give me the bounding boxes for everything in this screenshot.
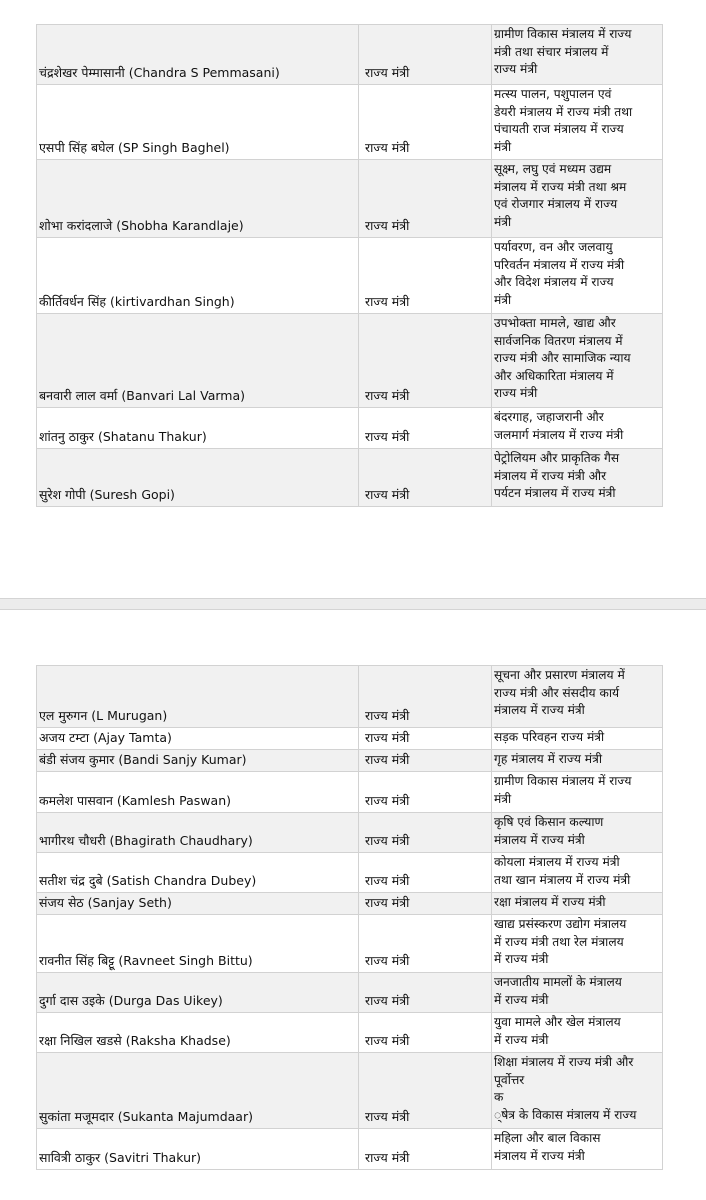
minister-name-cell: एसपी सिंह बघेल (SP Singh Baghel)	[37, 85, 359, 160]
page-separator	[0, 598, 706, 610]
ministry-cell: रक्षा मंत्रालय में राज्य मंत्री	[492, 893, 663, 915]
ministry-cell: महिला और बाल विकास मंत्रालय में राज्य मंत्री	[492, 1129, 663, 1170]
ministry-cell: कृषि एवं किसान कल्याण मंत्रालय में राज्य मंत्री	[492, 813, 663, 853]
rank-cell: राज्य मंत्री	[359, 893, 492, 915]
rank-cell: राज्य मंत्री	[359, 772, 492, 813]
ministry-cell: गृह मंत्रालय में राज्य मंत्री	[492, 750, 663, 772]
minister-name-cell: कीर्तिवर्धन सिंह (kirtivardhan Singh)	[37, 238, 359, 314]
table-row	[37, 1013, 663, 1053]
ministers-table	[36, 24, 663, 507]
ministers-table	[36, 665, 663, 1170]
rank-cell: राज्य मंत्री	[359, 973, 492, 1013]
table-row	[37, 728, 663, 750]
table-row	[37, 853, 663, 893]
minister-name-cell: रक्षा निखिल खडसे (Raksha Khadse)	[37, 1013, 359, 1053]
minister-name-cell: सुरेश गोपी (Suresh Gopi)	[37, 449, 359, 507]
ministry-cell: सूक्ष्म, लघु एवं मध्यम उद्यम मंत्रालय में राज्य मंत्री तथा श्रम एवं रोजगार मंत्रालय में राज्य मंत्री	[492, 160, 663, 238]
table-row	[37, 915, 663, 973]
rank-cell: राज्य मंत्री	[359, 813, 492, 853]
document-page-2	[0, 610, 706, 1200]
table-row	[37, 1053, 663, 1129]
ministry-cell: ग्रामीण विकास मंत्रालय में राज्य मंत्री तथा संचार मंत्रालय में राज्य मंत्री	[492, 25, 663, 85]
table-row	[37, 449, 663, 507]
table-row	[37, 813, 663, 853]
rank-cell: राज्य मंत्री	[359, 238, 492, 314]
table-row	[37, 314, 663, 408]
ministry-cell: कोयला मंत्रालय में राज्य मंत्री तथा खान मंत्रालय में राज्य मंत्री	[492, 853, 663, 893]
rank-cell: राज्य मंत्री	[359, 85, 492, 160]
minister-name-cell: एल मुरुगन (L Murugan)	[37, 666, 359, 728]
ministry-cell: शिक्षा मंत्रालय में राज्य मंत्री और पूर्वोत्तर क ्षेत्र के विकास मंत्रालय में राज्य	[492, 1053, 663, 1129]
table-row	[37, 750, 663, 772]
rank-cell: राज्य मंत्री	[359, 160, 492, 238]
table-row	[37, 666, 663, 728]
ministry-cell: सड़क परिवहन राज्य मंत्री	[492, 728, 663, 750]
ministry-cell: युवा मामले और खेल मंत्रालय में राज्य मंत्री	[492, 1013, 663, 1053]
minister-name-cell: सतीश चंद्र दुबे (Satish Chandra Dubey)	[37, 853, 359, 893]
table-row	[37, 1129, 663, 1170]
minister-name-cell: रावनीत सिंह बिट्टू (Ravneet Singh Bittu)	[37, 915, 359, 973]
minister-name-cell: चंद्रशेखर पेम्मासानी (Chandra S Pemmasani)	[37, 25, 359, 85]
minister-name-cell: अजय टम्टा (Ajay Tamta)	[37, 728, 359, 750]
table-row	[37, 160, 663, 238]
rank-cell: राज्य मंत्री	[359, 25, 492, 85]
ministry-cell: ग्रामीण विकास मंत्रालय में राज्य मंत्री	[492, 772, 663, 813]
ministry-cell: मत्स्य पालन, पशुपालन एवं डेयरी मंत्रालय में राज्य मंत्री तथा पंचायती राज मंत्रालय में राज्य मंत्री	[492, 85, 663, 160]
ministry-cell: खाद्य प्रसंस्करण उद्योग मंत्रालय में राज्य मंत्री तथा रेल मंत्रालय में राज्य मंत्री	[492, 915, 663, 973]
table-row	[37, 238, 663, 314]
table-row	[37, 772, 663, 813]
minister-name-cell: शांतनु ठाकुर (Shatanu Thakur)	[37, 408, 359, 449]
table-row	[37, 893, 663, 915]
rank-cell: राज्य मंत्री	[359, 915, 492, 973]
ministry-cell: सूचना और प्रसारण मंत्रालय में राज्य मंत्री और संसदीय कार्य मंत्रालय में राज्य मंत्री	[492, 666, 663, 728]
minister-name-cell: भागीरथ चौधरी (Bhagirath Chaudhary)	[37, 813, 359, 853]
minister-name-cell: शोभा करांदलाजे (Shobha Karandlaje)	[37, 160, 359, 238]
rank-cell: राज्य मंत्री	[359, 750, 492, 772]
rank-cell: राज्य मंत्री	[359, 408, 492, 449]
table-row	[37, 973, 663, 1013]
rank-cell: राज्य मंत्री	[359, 853, 492, 893]
minister-name-cell: सुकांता मजूमदार (Sukanta Majumdaar)	[37, 1053, 359, 1129]
ministry-cell: उपभोक्ता मामले, खाद्य और सार्वजनिक वितरण मंत्रालय में राज्य मंत्री और सामाजिक न्याय और अधिकारिता मंत्रालय में राज्य मंत्री	[492, 314, 663, 408]
minister-name-cell: कमलेश पासवान (Kamlesh Paswan)	[37, 772, 359, 813]
rank-cell: राज्य मंत्री	[359, 1129, 492, 1170]
rank-cell: राज्य मंत्री	[359, 449, 492, 507]
table-row	[37, 25, 663, 85]
ministry-cell: जनजातीय मामलों के मंत्रालय में राज्य मंत्री	[492, 973, 663, 1013]
rank-cell: राज्य मंत्री	[359, 1013, 492, 1053]
document-page-1	[0, 0, 706, 598]
rank-cell: राज्य मंत्री	[359, 314, 492, 408]
ministry-cell: पर्यावरण, वन और जलवायु परिवर्तन मंत्रालय में राज्य मंत्री और विदेश मंत्रालय में राज्य मंत्री	[492, 238, 663, 314]
table-row	[37, 85, 663, 160]
rank-cell: राज्य मंत्री	[359, 666, 492, 728]
minister-name-cell: दुर्गा दास उइके (Durga Das Uikey)	[37, 973, 359, 1013]
ministry-cell: पेट्रोलियम और प्राकृतिक गैस मंत्रालय में राज्य मंत्री और पर्यटन मंत्रालय में राज्य मंत्री	[492, 449, 663, 507]
minister-name-cell: सावित्री ठाकुर (Savitri Thakur)	[37, 1129, 359, 1170]
ministry-cell: बंदरगाह, जहाजरानी और जलमार्ग मंत्रालय में राज्य मंत्री	[492, 408, 663, 449]
rank-cell: राज्य मंत्री	[359, 728, 492, 750]
minister-name-cell: संजय सेठ (Sanjay Seth)	[37, 893, 359, 915]
minister-name-cell: बनवारी लाल वर्मा (Banvari Lal Varma)	[37, 314, 359, 408]
rank-cell: राज्य मंत्री	[359, 1053, 492, 1129]
minister-name-cell: बंडी संजय कुमार (Bandi Sanjy Kumar)	[37, 750, 359, 772]
table-row	[37, 408, 663, 449]
